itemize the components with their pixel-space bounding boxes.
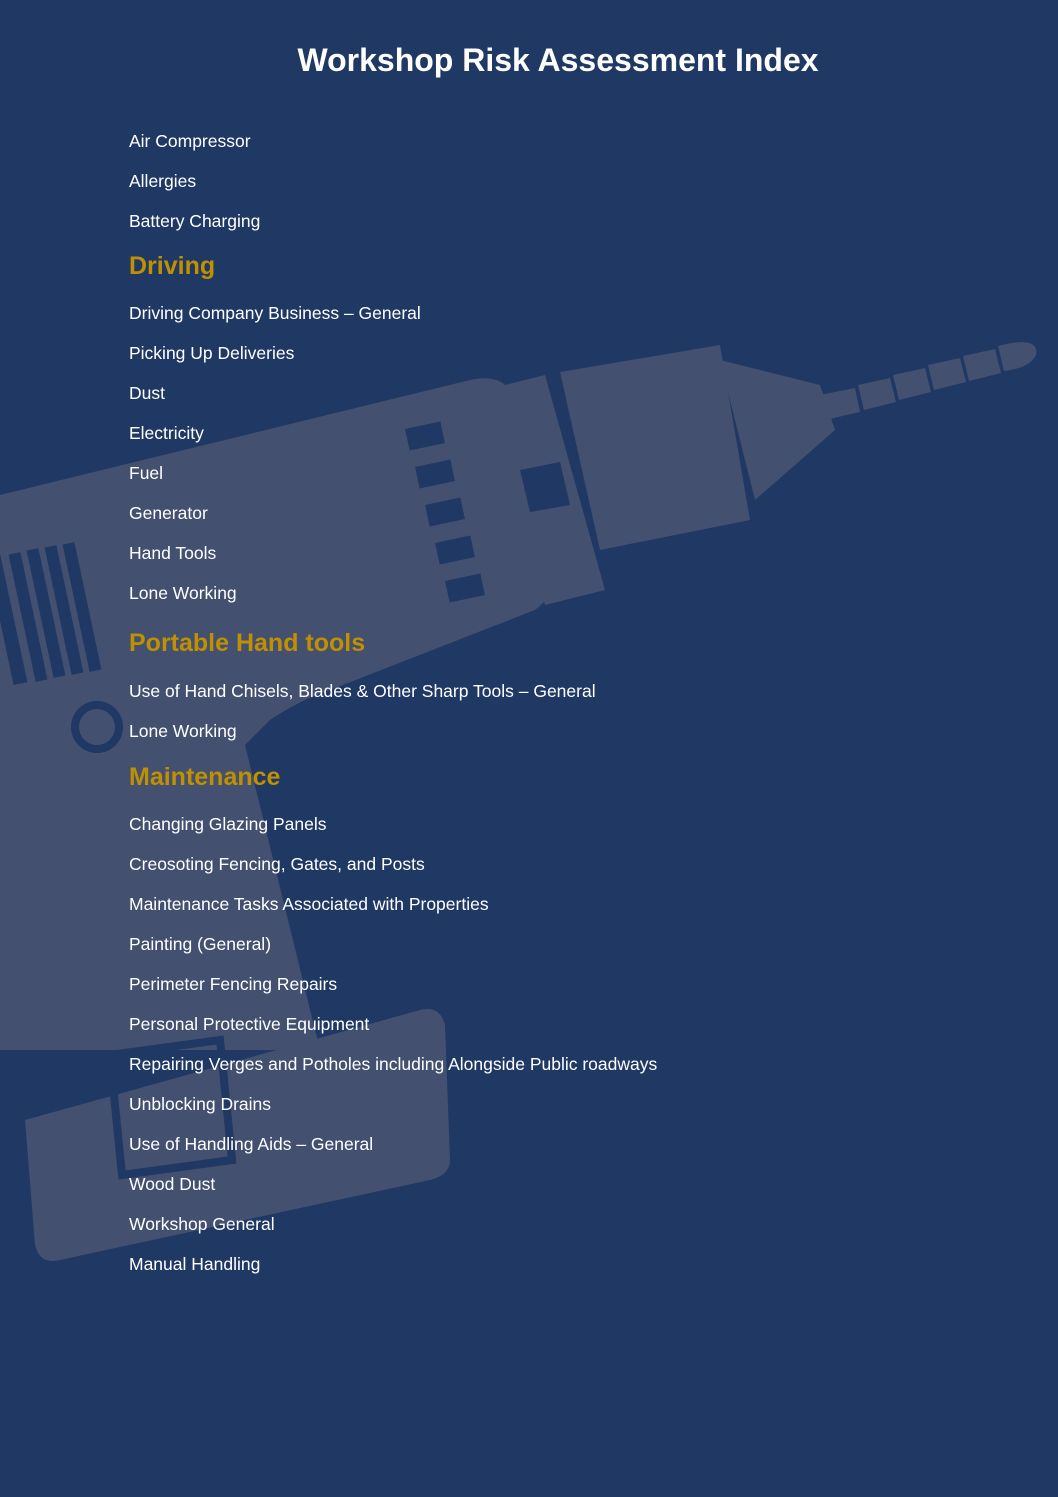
index-item-manual-handling[interactable]: Manual Handling — [129, 1254, 261, 1274]
index-item-changing-glazing-panels[interactable]: Changing Glazing Panels — [129, 814, 327, 834]
index-item-perimeter-fencing-repairs[interactable]: Perimeter Fencing Repairs — [129, 974, 338, 994]
index-item-dust[interactable]: Dust — [129, 383, 165, 403]
index-item-hand-chisels-blades[interactable]: Use of Hand Chisels, Blades & Other Sharp Tools – General — [129, 681, 596, 701]
page-title: Workshop Risk Assessment Index — [297, 42, 819, 78]
index-item-generator[interactable]: Generator — [129, 503, 208, 523]
index-item-wood-dust[interactable]: Wood Dust — [129, 1174, 216, 1194]
index-item-maintenance-tasks-properties[interactable]: Maintenance Tasks Associated with Properties — [129, 894, 489, 914]
section-heading-driving: Driving — [129, 252, 216, 280]
index-item-handling-aids[interactable]: Use of Handling Aids – General — [129, 1134, 374, 1154]
index-item-creosoting-fencing[interactable]: Creosoting Fencing, Gates, and Posts — [129, 854, 425, 874]
index-item-picking-up-deliveries[interactable]: Picking Up Deliveries — [129, 343, 295, 363]
section-heading-portable-hand-tools: Portable Hand tools — [129, 629, 366, 657]
index-item-lone-working-2[interactable]: Lone Working — [129, 721, 237, 741]
section-heading-maintenance: Maintenance — [129, 763, 281, 791]
index-item-unblocking-drains[interactable]: Unblocking Drains — [129, 1094, 272, 1114]
index-item-air-compressor[interactable]: Air Compressor — [129, 131, 251, 151]
index-item-repairing-verges-potholes[interactable]: Repairing Verges and Potholes including Alongside Public roadways — [129, 1054, 658, 1074]
index-item-lone-working[interactable]: Lone Working — [129, 583, 237, 603]
index-item-personal-protective-equipment[interactable]: Personal Protective Equipment — [129, 1014, 370, 1034]
index-item-allergies[interactable]: Allergies — [129, 171, 197, 191]
index-item-electricity[interactable]: Electricity — [129, 423, 204, 443]
index-item-painting-general[interactable]: Painting (General) — [129, 934, 272, 954]
index-item-workshop-general[interactable]: Workshop General — [129, 1214, 275, 1234]
index-item-hand-tools[interactable]: Hand Tools — [129, 543, 217, 563]
index-item-fuel[interactable]: Fuel — [129, 463, 164, 483]
index-item-battery-charging[interactable]: Battery Charging — [129, 211, 261, 231]
index-item-driving-company-business[interactable]: Driving Company Business – General — [129, 303, 421, 323]
